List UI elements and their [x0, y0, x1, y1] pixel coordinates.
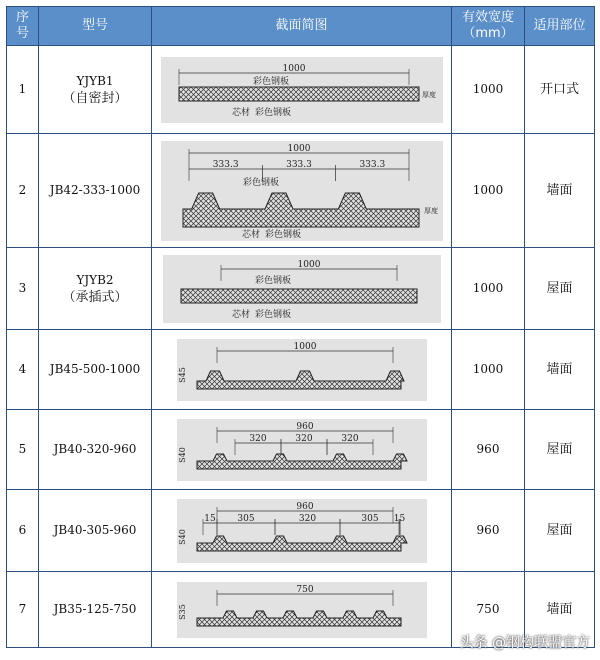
- row-section-drawing: [152, 134, 452, 248]
- dimension-label: 333.3: [285, 159, 312, 170]
- row-usage: 墙面: [525, 134, 595, 248]
- header-model: 型号: [39, 7, 152, 46]
- row-section-drawing: [152, 572, 452, 648]
- table-row: [7, 330, 595, 410]
- section-sketch: [161, 57, 443, 123]
- dimension-label: 305: [360, 513, 379, 524]
- row-section-drawing: [152, 490, 452, 572]
- row-section-drawing: [152, 330, 452, 410]
- watermark: 头条 @钢构联盟官方: [459, 635, 590, 651]
- row-index: 3: [7, 248, 39, 330]
- row-usage: 开口式: [525, 46, 595, 134]
- dimension-label: 305: [236, 513, 255, 524]
- row-model-sub: （承插式）: [62, 289, 128, 305]
- row-section-drawing: [152, 46, 452, 134]
- dimension-label: 320: [248, 433, 267, 444]
- dimension-label: 960: [295, 501, 314, 512]
- panel-section: [179, 87, 419, 101]
- dimension-label: 320: [340, 433, 359, 444]
- panel-label: 芯材: [231, 107, 250, 118]
- section-sketch: [163, 255, 441, 323]
- thickness-label: S45: [177, 366, 187, 383]
- panel-label: 芯材: [231, 309, 250, 320]
- row-model-code: JB40-305-960: [53, 523, 137, 537]
- row-width: 1000: [452, 46, 525, 134]
- row-width: 1000: [452, 248, 525, 330]
- table-header-row: [7, 7, 595, 46]
- row-model: [39, 572, 152, 648]
- header-width-line1: 有效宽度: [461, 10, 514, 25]
- row-model: [39, 46, 152, 134]
- row-usage: 屋面: [525, 490, 595, 572]
- panel-label: 彩色钢板: [252, 76, 289, 87]
- header-index: [7, 7, 39, 46]
- row-section-drawing: [152, 410, 452, 490]
- row-model: [39, 248, 152, 330]
- dimension-label: 1000: [282, 63, 305, 74]
- header-width-line2: （mm）: [462, 26, 514, 41]
- table-row: [7, 410, 595, 490]
- row-model-code: JB40-320-960: [53, 442, 137, 456]
- row-model: [39, 410, 152, 490]
- row-model-code: JB35-125-750: [53, 602, 137, 616]
- panel-label: 彩色钢板: [254, 275, 291, 286]
- row-width: 960: [452, 490, 525, 572]
- row-index: 4: [7, 330, 39, 410]
- thickness-label: S40: [177, 446, 187, 463]
- header-index-line1: 序: [15, 10, 29, 25]
- row-usage: 墙面: [525, 330, 595, 410]
- row-width: 1000: [452, 134, 525, 248]
- row-model-code: YJYB1: [76, 73, 114, 88]
- row-index: 1: [7, 46, 39, 134]
- header-usage: 适用部位: [525, 7, 595, 46]
- dimension-label: 15: [203, 513, 216, 524]
- row-section-drawing: [152, 248, 452, 330]
- dimension-label: 1000: [293, 341, 316, 352]
- thickness-label: 厚度: [423, 206, 438, 215]
- dimension-label: 333.3: [212, 159, 239, 170]
- panel-label: 彩色钢板: [264, 229, 301, 240]
- dimension-label: 960: [295, 421, 314, 432]
- row-model-sub: （自密封）: [62, 90, 128, 106]
- row-usage: 墙面: [525, 572, 595, 648]
- dimension-label: 1000: [297, 259, 320, 270]
- panel-label: 彩色钢板: [242, 177, 279, 188]
- section-sketch: [177, 419, 427, 481]
- header-section: 截面简图: [152, 7, 452, 46]
- row-width: 960: [452, 410, 525, 490]
- row-index: 6: [7, 490, 39, 572]
- dimension-label: 320: [294, 433, 313, 444]
- row-index: 5: [7, 410, 39, 490]
- header-index-line2: 号: [15, 26, 29, 41]
- thickness-label: S40: [177, 528, 187, 545]
- row-usage: 屋面: [525, 410, 595, 490]
- panel-label: 彩色钢板: [254, 309, 291, 320]
- panel-label: 彩色钢板: [254, 107, 291, 118]
- section-sketch: [177, 582, 427, 638]
- dimension-label: 750: [295, 584, 314, 595]
- row-model: [39, 134, 152, 248]
- panel-spec-table: [6, 6, 595, 648]
- row-index: 7: [7, 572, 39, 648]
- dimension-label: 15: [393, 513, 405, 524]
- panel-label: 芯材: [241, 229, 260, 240]
- row-model-code: YJYB2: [76, 272, 114, 287]
- dimension-label: 1000: [287, 143, 310, 154]
- table-row: [7, 134, 595, 248]
- dimension-label: 320: [298, 513, 316, 524]
- dimension-label: 333.3: [358, 159, 385, 170]
- row-index: 2: [7, 134, 39, 248]
- table-row: [7, 490, 595, 572]
- row-model-code: JB45-500-1000: [49, 362, 141, 376]
- table-row: [7, 248, 595, 330]
- header-width: [452, 7, 525, 46]
- row-model-code: JB42-333-1000: [49, 183, 141, 197]
- thickness-label: S35: [177, 603, 187, 620]
- section-sketch: [177, 339, 427, 401]
- row-model: [39, 490, 152, 572]
- row-width: 1000: [452, 330, 525, 410]
- thickness-label: 厚度: [421, 90, 436, 99]
- row-usage: 屋面: [525, 248, 595, 330]
- table-row: [7, 46, 595, 134]
- section-sketch: [161, 141, 443, 241]
- panel-section: [181, 289, 417, 303]
- row-width: 750: [452, 572, 525, 648]
- section-sketch: [177, 499, 427, 563]
- row-model: [39, 330, 152, 410]
